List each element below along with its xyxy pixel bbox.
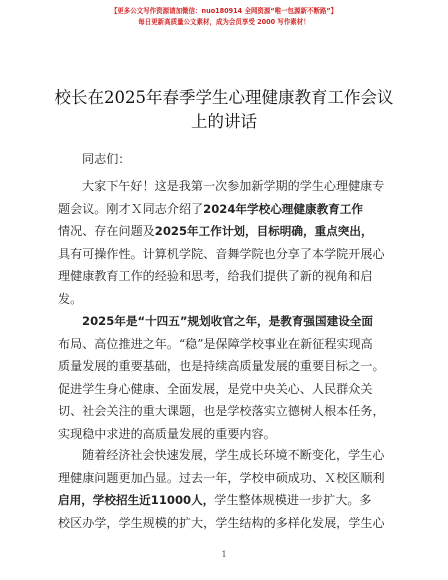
p1-line-5: 理健康教育工作的经验和思考，给我们提供了新的视角和启 — [58, 269, 373, 283]
page-number: 1 — [221, 550, 227, 559]
p2-line-6: 实现稳中求进的高质量发展的重要内容。 — [58, 426, 276, 441]
paragraph-1 — [58, 175, 394, 310]
p3-line-1: 随着经济社会快速发展，学生成长环境不断变化，学生心 — [82, 448, 385, 462]
p1-line-6: 发。 — [58, 291, 83, 306]
p2-line-4: 促进学生身心健康、全面发展，是党中央关心、人民群众关 — [58, 381, 373, 396]
document-title-line-2: 上的讲话 — [191, 112, 257, 131]
p1-line-1: 大家下午好！这是我第一次参加新学期的学生心理健康专 — [82, 179, 385, 193]
p1-line-3 — [58, 220, 394, 243]
p1-line-3-bold: 2025年工作计划，目标明确，重点突出， — [154, 224, 373, 238]
p2-line-2: 布局、高位推进之年。“稳”是保障学校事业在新征程实现高 — [58, 336, 373, 351]
salutation — [58, 148, 394, 171]
promo-line-2: 每日更新高质量公文素材，成为会员享受 2000 写作素材！ — [138, 18, 310, 26]
promo-line-1: 【更多公文写作资源请加微信：nuo180914 全网资源“唯一包源新不断路”】 — [110, 7, 338, 15]
p1-line-4: 具有可操作性。计算机学院、音舞学院也分享了本学院开展心 — [58, 246, 385, 261]
p2-line-5: 切、社会关注的重大课题，也是学校落实立德树人根本任务， — [58, 404, 385, 418]
p3-line-4: 校区办学，学生规模的扩大，学生结构的多样化发展，学生心 — [58, 515, 385, 530]
paragraph-2 — [58, 310, 394, 445]
p1-line-2 — [58, 198, 394, 221]
p3-line-3-bold: 启用，学校招生近11000人， — [58, 493, 215, 507]
p3-line-3a: 学生整体规模进一步扩大。多 — [214, 493, 372, 507]
p3-line-3 — [58, 489, 394, 512]
document-title-line-1: 校长在2025年春季学生心理健康教育工作会议 — [54, 88, 394, 107]
paragraph-3 — [58, 444, 394, 534]
p3-line-2: 理健康问题更加凸显。过去一年，学校申硕成功、Ｘ校区顺利 — [58, 470, 385, 485]
promo-banner — [0, 6, 448, 28]
p1-line-2a: 题会议。刚才Ｘ同志介绍了 — [58, 201, 204, 216]
p1-line-2-bold: 2024年学校心理健康教育工作 — [203, 201, 363, 216]
p2-line-3: 质量发展的重要基础，也是持续高质量发展的重要目标之一。 — [58, 359, 385, 373]
p2-line-1-bold: 2025年是“十四五”规划收官之年，是教育强国建设全面 — [82, 314, 373, 328]
salutation-text: 同志们： — [82, 152, 131, 166]
p1-line-3a: 情况、存在问题及 — [58, 224, 155, 238]
